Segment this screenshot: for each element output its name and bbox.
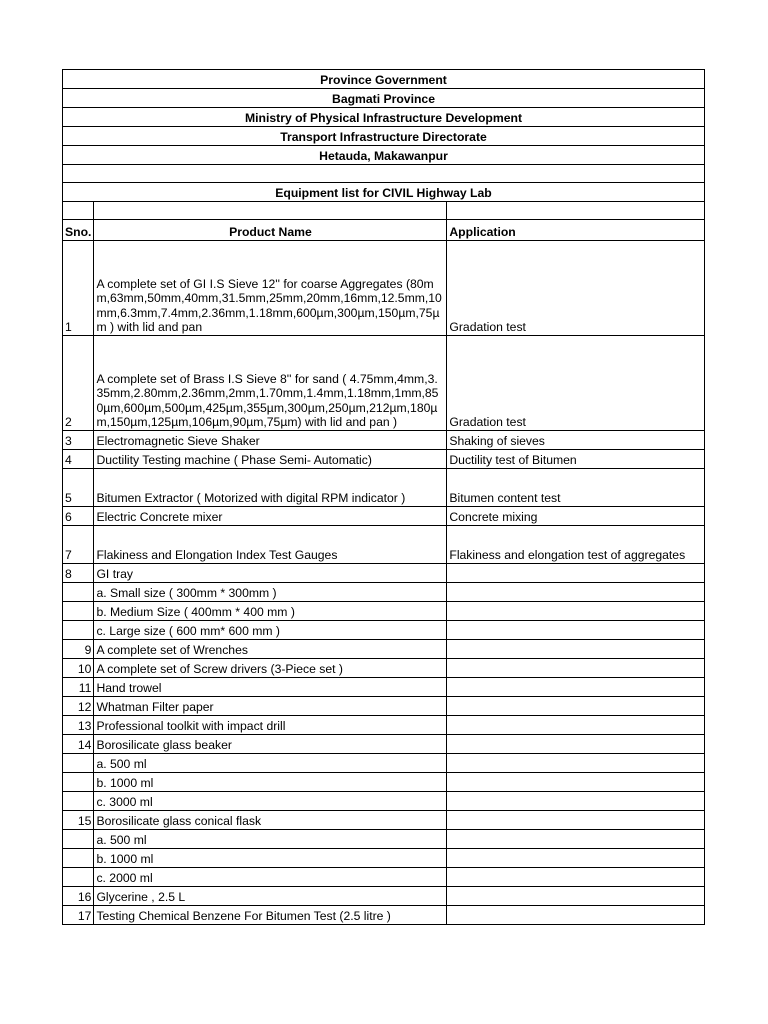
row-product-name: Flakiness and Elongation Index Test Gauges	[94, 526, 447, 564]
blank-row	[63, 202, 705, 220]
column-header-sno: Sno.	[63, 220, 94, 241]
row-sno: 7	[63, 526, 94, 564]
row-application: Gradation test	[447, 241, 705, 336]
row-application: Gradation test	[447, 336, 705, 431]
table-row	[63, 583, 705, 602]
row-sno: 17	[63, 906, 94, 925]
table-row	[63, 773, 705, 792]
table-row	[63, 830, 705, 849]
row-sno: 11	[63, 678, 94, 697]
header-row	[63, 146, 705, 165]
row-product-name: Professional toolkit with impact drill	[94, 716, 447, 735]
row-product-name: Electromagnetic Sieve Shaker	[94, 431, 447, 450]
row-application	[447, 678, 705, 697]
row-application	[447, 621, 705, 640]
table-row	[63, 811, 705, 830]
row-application	[447, 887, 705, 906]
row-application	[447, 697, 705, 716]
row-sno	[63, 868, 94, 887]
row-application	[447, 583, 705, 602]
row-application	[447, 659, 705, 678]
row-sno	[63, 621, 94, 640]
header-line-4: Transport Infrastructure Directorate	[63, 127, 705, 146]
row-product-name: Whatman Filter paper	[94, 697, 447, 716]
row-sno: 9	[63, 640, 94, 659]
row-application: Bitumen content test	[447, 469, 705, 507]
column-header-product: Product Name	[94, 220, 447, 241]
row-product-name: c. 2000 ml	[94, 868, 447, 887]
row-product-name: A complete set of Brass I.S Sieve 8'' for sand ( 4.75mm,4mm,3.35mm,2.80mm,2.36mm,2mm,1.70mm,1.4mm,1.18mm,1mm,850µm,600µm,500µm,425µm,355µm,300µm,250µm,212µm,180µm,150µm,125µm,106µm,90µm,75µm) with lid and pan )	[94, 336, 447, 431]
row-sno: 8	[63, 564, 94, 583]
row-product-name: c. Large size ( 600 mm* 600 mm )	[94, 621, 447, 640]
row-application	[447, 849, 705, 868]
row-application	[447, 792, 705, 811]
row-sno: 15	[63, 811, 94, 830]
list-title: Equipment list for CIVIL Highway Lab	[63, 183, 705, 202]
row-application	[447, 773, 705, 792]
row-sno	[63, 754, 94, 773]
row-product-name: c. 3000 ml	[94, 792, 447, 811]
row-application: Concrete mixing	[447, 507, 705, 526]
row-sno: 5	[63, 469, 94, 507]
table-row	[63, 868, 705, 887]
table-row	[63, 754, 705, 773]
row-sno: 3	[63, 431, 94, 450]
row-sno: 12	[63, 697, 94, 716]
table-row	[63, 431, 705, 450]
row-product-name: GI tray	[94, 564, 447, 583]
table-row	[63, 602, 705, 621]
row-product-name: a. 500 ml	[94, 754, 447, 773]
row-sno	[63, 849, 94, 868]
equipment-sheet	[62, 69, 705, 925]
header-row	[63, 108, 705, 127]
row-product-name: Borosilicate glass beaker	[94, 735, 447, 754]
row-product-name: A complete set of GI I.S Sieve 12'' for coarse Aggregates (80mm,63mm,50mm,40mm,31.5mm,25mm,20mm,16mm,12.5mm,10mm,6.3mm,7.4mm,2.36mm,1.18mm,600µm,300µm,150µm,75µm ) with lid and pan	[94, 241, 447, 336]
row-product-name: b. 1000 ml	[94, 849, 447, 868]
row-product-name: Borosilicate glass conical flask	[94, 811, 447, 830]
row-application: Flakiness and elongation test of aggregates	[447, 526, 705, 564]
row-product-name: Ductility Testing machine ( Phase Semi- Automatic)	[94, 450, 447, 469]
row-product-name: Testing Chemical Benzene For Bitumen Test (2.5 litre )	[94, 906, 447, 925]
header-line-5: Hetauda, Makawanpur	[63, 146, 705, 165]
row-product-name: a. 500 ml	[94, 830, 447, 849]
table-row	[63, 621, 705, 640]
table-row	[63, 241, 705, 336]
header-line-1: Province Government	[63, 70, 705, 89]
row-sno: 14	[63, 735, 94, 754]
header-row	[63, 127, 705, 146]
table-row	[63, 906, 705, 925]
table-row	[63, 678, 705, 697]
table-row	[63, 716, 705, 735]
row-sno: 2	[63, 336, 94, 431]
table-row	[63, 526, 705, 564]
row-application	[447, 602, 705, 621]
row-sno: 13	[63, 716, 94, 735]
equipment-rows	[63, 241, 705, 925]
row-application	[447, 754, 705, 773]
table-row	[63, 792, 705, 811]
row-application	[447, 811, 705, 830]
row-application	[447, 906, 705, 925]
table-row	[63, 659, 705, 678]
row-application: Shaking of sieves	[447, 431, 705, 450]
table-row	[63, 697, 705, 716]
column-header-application: Application	[447, 220, 705, 241]
row-sno: 1	[63, 241, 94, 336]
row-sno: 10	[63, 659, 94, 678]
row-application	[447, 716, 705, 735]
row-product-name: Hand trowel	[94, 678, 447, 697]
row-sno	[63, 602, 94, 621]
table-row	[63, 735, 705, 754]
table-row	[63, 887, 705, 906]
spacer-row	[63, 165, 705, 183]
row-application	[447, 830, 705, 849]
row-product-name: b. Medium Size ( 400mm * 400 mm )	[94, 602, 447, 621]
column-header-row	[63, 220, 705, 241]
row-product-name: Glycerine , 2.5 L	[94, 887, 447, 906]
row-sno: 6	[63, 507, 94, 526]
row-product-name: b. 1000 ml	[94, 773, 447, 792]
header-row	[63, 89, 705, 108]
table-row	[63, 640, 705, 659]
header-row	[63, 70, 705, 89]
table-row	[63, 336, 705, 431]
list-title-row	[63, 183, 705, 202]
table-row	[63, 849, 705, 868]
table-row	[63, 469, 705, 507]
row-sno	[63, 792, 94, 811]
header-line-2: Bagmati Province	[63, 89, 705, 108]
table-row	[63, 507, 705, 526]
row-product-name: A complete set of Wrenches	[94, 640, 447, 659]
header-line-3: Ministry of Physical Infrastructure Development	[63, 108, 705, 127]
row-application	[447, 640, 705, 659]
row-sno: 16	[63, 887, 94, 906]
table-row	[63, 564, 705, 583]
row-product-name: a. Small size ( 300mm * 300mm )	[94, 583, 447, 602]
row-sno	[63, 830, 94, 849]
row-sno	[63, 773, 94, 792]
row-sno: 4	[63, 450, 94, 469]
row-product-name: A complete set of Screw drivers (3-Piece set )	[94, 659, 447, 678]
row-application: Ductility test of Bitumen	[447, 450, 705, 469]
row-product-name: Bitumen Extractor ( Motorized with digital RPM indicator )	[94, 469, 447, 507]
row-product-name: Electric Concrete mixer	[94, 507, 447, 526]
row-sno	[63, 583, 94, 602]
table-row	[63, 450, 705, 469]
row-application	[447, 868, 705, 887]
row-application	[447, 564, 705, 583]
row-application	[447, 735, 705, 754]
